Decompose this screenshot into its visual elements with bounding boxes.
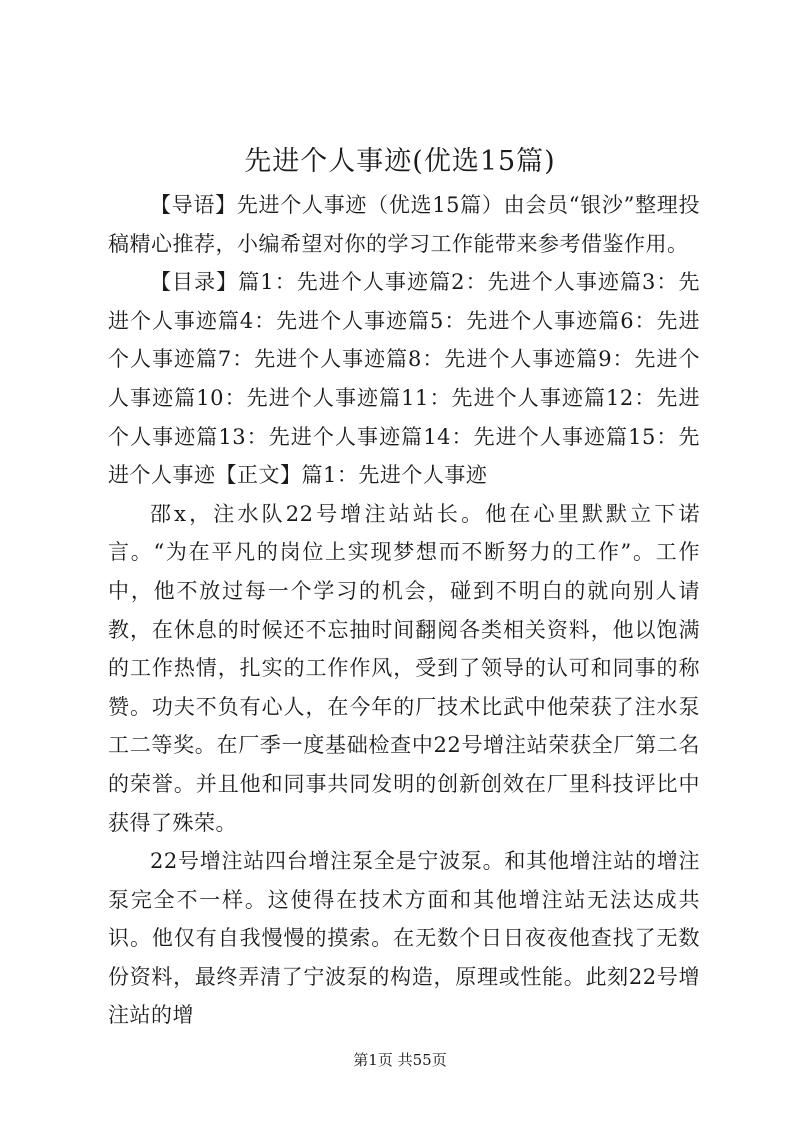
intro-paragraph: 【导语】先进个人事迹（优选15篇）由会员“银沙”整理投稿精心推荐，小编希望对你的学习工作能带来参考借鉴作用。 xyxy=(108,193,700,256)
document-title: 先进个人事迹(优选15篇) xyxy=(244,146,556,177)
body-paragraph: 22号增注站四台增注泵全是宁波泵。和其他增注站的增注泵完全不一样。这使得在技术方面和其他增注站无法达成共识。他仅有自我慢慢的摸索。在无数个日日夜夜他查找了无数份资料，最终弄清了宁波泵的构造，原理或性能。此刻22号增注站的增 xyxy=(108,849,700,1028)
toc-paragraph: 【目录】篇1：先进个人事迹篇2：先进个人事迹篇3：先进个人事迹篇4：先进个人事迹篇5：先进个人事迹篇6：先进个人事迹篇7：先进个人事迹篇8：先进个人事迹篇9：先进个人事迹篇10：先进个人事迹篇11：先进个人事迹篇12：先进个人事迹篇13：先进个人事迹篇14：先进个人事迹篇15：先进个人事迹【正文】篇1：先进个人事迹 xyxy=(108,270,700,488)
body-paragraph: 邵x，注水队22号增注站站长。他在心里默默立下诺言。“为在平凡的岗位上实现梦想而不断努力的工作”。工作中，他不放过每一个学习的机会，碰到不明白的就向别人请教，在休息的时候还不忘抽时间翻阅各类相关资料，他以饱满的工作热情，扎实的工作作风，受到了领导的认可和同事的称赞。功夫不负有心人，在今年的厂技术比武中他荣获了注水泵工二等奖。在厂季一度基础检查中22号增注站荣获全厂第二名的荣誉。并且他和同事共同发明的创新创效在厂里科技评比中获得了殊荣。 xyxy=(108,501,700,835)
document-body xyxy=(108,186,700,1035)
page-footer: 第1页 共55页 xyxy=(353,1051,447,1069)
